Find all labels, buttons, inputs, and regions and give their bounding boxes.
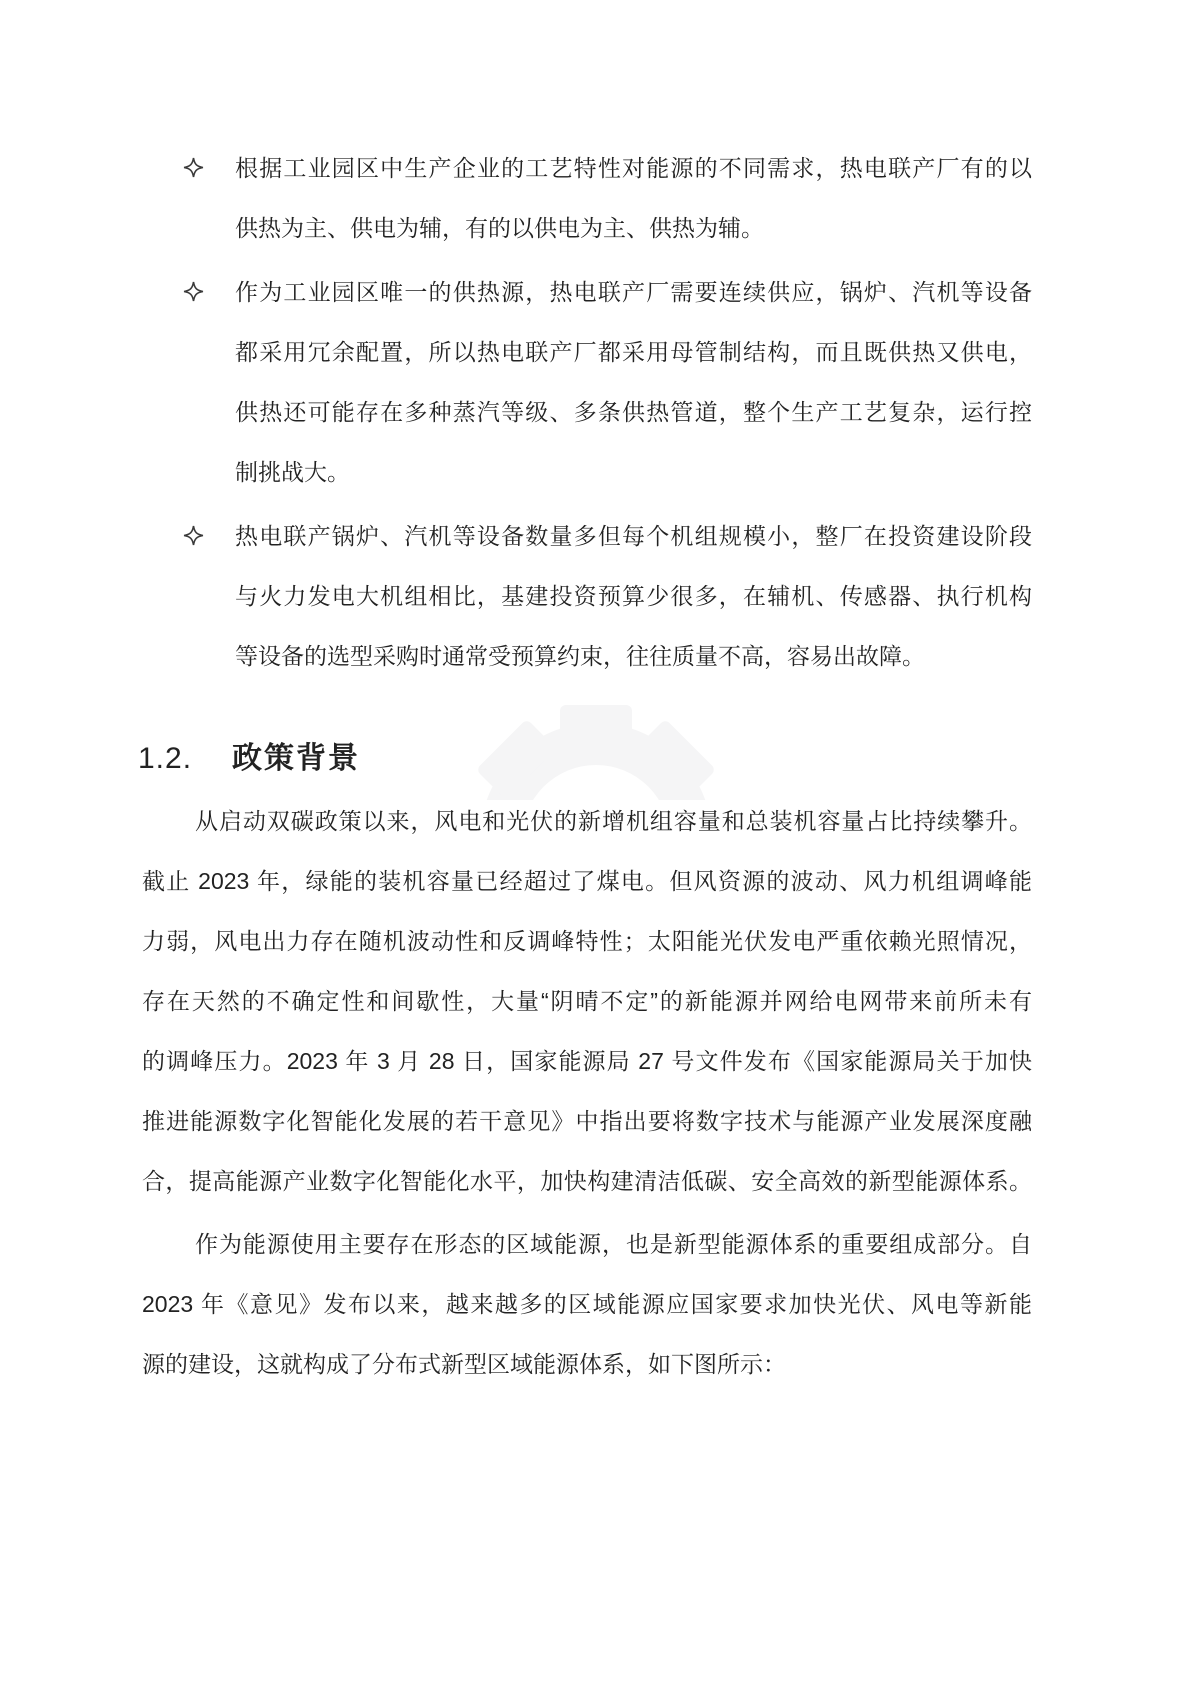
four-pointed-star-bullet-icon <box>183 525 204 546</box>
bullet-item <box>142 138 1032 258</box>
text-line: 作为工业园区唯一的供热源，热电联产厂需要连续供应，锅炉、汽机等设备 <box>235 279 1032 305</box>
text-line: 的调峰压力。2023 年 3 月 28 日，国家能源局 27 号文件发布《国家能源局关于加快 <box>142 1048 1032 1074</box>
text-line: 存在天然的不确定性和间歇性，大量“阴晴不定”的新能源并网给电网带来前所未有 <box>142 988 1032 1014</box>
four-pointed-star-bullet-icon <box>183 157 204 178</box>
text-line: 供热为主、供电为辅，有的以供电为主、供热为辅。 <box>235 215 764 241</box>
gear-watermark-icon <box>460 702 732 800</box>
text-line: 供热还可能存在多种蒸汽等级、多条供热管道，整个生产工艺复杂，运行控 <box>235 399 1032 425</box>
four-pointed-star-bullet-icon <box>183 281 204 302</box>
text-line: 热电联产锅炉、汽机等设备数量多但每个机组规模小，整厂在投资建设阶段 <box>235 523 1032 549</box>
heading-number: 1.2. <box>138 742 193 775</box>
text-line: 力弱，风电出力存在随机波动性和反调峰特性；太阳能光伏发电严重依赖光照情况， <box>142 928 1032 954</box>
text-line: 都采用冗余配置，所以热电联产厂都采用母管制结构，而且既供热又供电， <box>235 339 1032 365</box>
text-line: 截止 2023 年，绿能的装机容量已经超过了煤电。但风资源的波动、风力机组调峰能 <box>142 868 1032 894</box>
text-line: 推进能源数字化智能化发展的若干意见》中指出要将数字技术与能源产业发展深度融 <box>142 1108 1032 1134</box>
text-line: 根据工业园区中生产企业的工艺特性对能源的不同需求，热电联产厂有的以 <box>235 155 1032 181</box>
text-line: 制挑战大。 <box>235 459 350 485</box>
bullet-item <box>142 262 1032 502</box>
paragraph <box>142 791 1032 1211</box>
text-line: 合，提高能源产业数字化智能化水平，加快构建清洁低碳、安全高效的新型能源体系。 <box>142 1168 1032 1194</box>
paragraph <box>142 1214 1032 1394</box>
text-line: 2023 年《意见》发布以来，越来越多的区域能源应国家要求加快光伏、风电等新能 <box>142 1291 1032 1317</box>
bullet-list <box>142 138 1032 690</box>
text-line: 作为能源使用主要存在形态的区域能源，也是新型能源体系的重要组成部分。自 <box>195 1231 1032 1257</box>
text-line: 源的建设，这就构成了分布式新型区域能源体系，如下图所示： <box>142 1351 786 1377</box>
bullet-item <box>142 506 1032 686</box>
heading-title: 政策背景 <box>232 742 361 775</box>
text-line: 从启动双碳政策以来，风电和光伏的新增机组容量和总装机容量占比持续攀升。 <box>195 808 1032 834</box>
text-line: 与火力发电大机组相比，基建投资预算少很多，在辅机、传感器、执行机构 <box>235 583 1032 609</box>
section-heading <box>138 737 360 781</box>
text-line: 等设备的选型采购时通常受预算约束，往往质量不高，容易出故障。 <box>235 643 925 669</box>
